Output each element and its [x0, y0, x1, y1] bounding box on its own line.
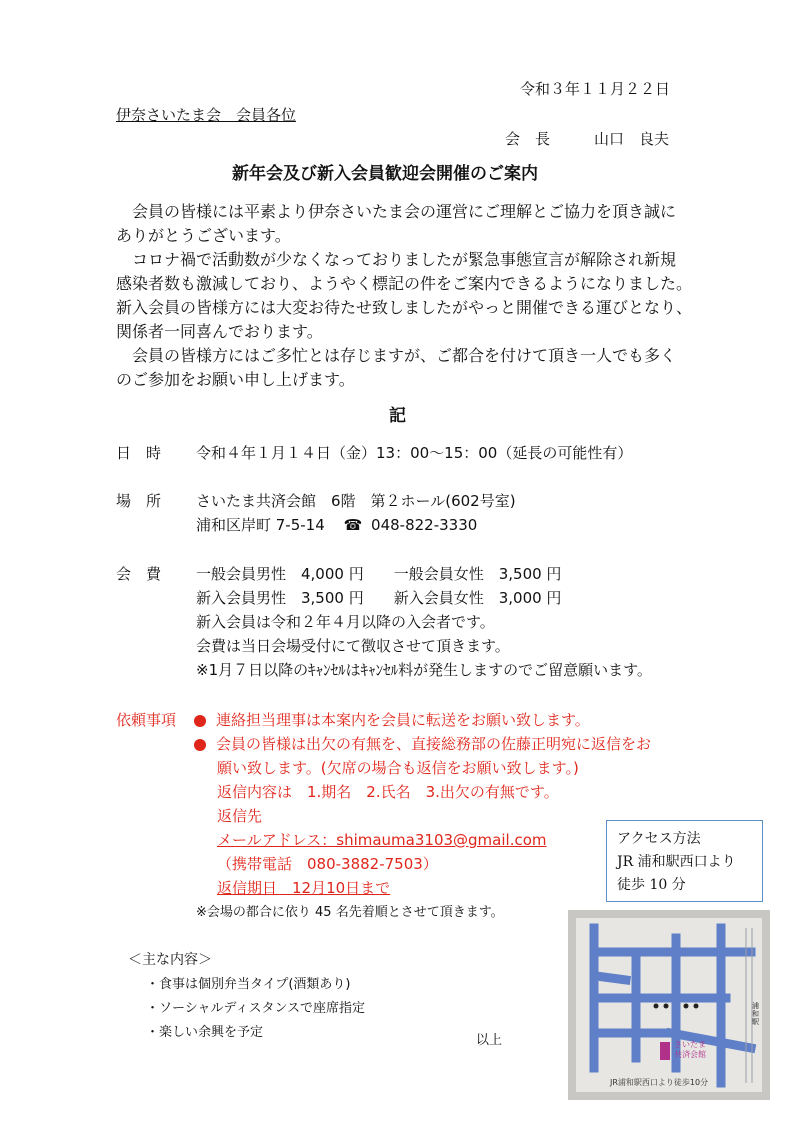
body-line: のご参加をお願い申し上げます。	[116, 370, 355, 389]
access-route: JR 浦和駅西口より	[617, 854, 736, 870]
phone-number: 048-822-3330	[371, 516, 478, 534]
venue-marker	[660, 1042, 670, 1060]
datetime-value: 令和４年１月１４日（金）13：00～15：00（延長の可能性有）	[196, 444, 633, 462]
phone-icon: ☎	[343, 516, 363, 534]
contents-item: ・楽しい余興を予定	[146, 1025, 264, 1040]
mobile-phone: （携帯電話 080-3882-7503）	[217, 855, 438, 873]
body-line: 会員の皆様には平素より伊奈さいたま会の運営にご理解とご協力を頂き誠に	[116, 202, 677, 221]
closing-text: 以上	[476, 1033, 503, 1048]
map-venue-label: さいたま	[674, 1040, 706, 1049]
map-paper	[576, 918, 762, 1092]
place-address	[196, 514, 477, 536]
document-title: 新年会及び新入会員歓迎会開催のご案内	[232, 164, 538, 184]
contents-item: ・ソーシャルディスタンスで座席指定	[146, 1001, 366, 1016]
body-line: コロナ禍で活動数が少なくなっておりましたが緊急事態宣言が解除され新規	[116, 250, 677, 269]
contents-item: ・食事は個別弁当タイプ(酒類あり)	[146, 977, 351, 992]
request-item-2	[194, 733, 651, 755]
fee-label: 会 費	[116, 565, 162, 583]
fee-line: 会費は当日会場受付にて徴収させて頂きます。	[196, 637, 510, 655]
request-item-text: 連絡担当理事は本案内を会員に転送をお願い致します。	[216, 711, 590, 729]
bullet-icon	[194, 739, 206, 751]
contents-heading: ＜主な内容＞	[128, 952, 212, 968]
body-line: 会員の皆様方にはご多忙とは存じますが、ご都合を付けて頂き一人でも多く	[116, 346, 677, 365]
sender-title: 会 長	[505, 130, 551, 148]
access-map	[568, 910, 770, 1100]
access-walk: 徒歩 10 分	[617, 877, 686, 893]
bullet-icon	[194, 715, 206, 727]
place-value: さいたま共済会館 6階 第２ホール(602号室)	[196, 492, 516, 510]
reply-deadline: 返信期日 12月10日まで	[217, 879, 391, 897]
access-title: アクセス方法	[617, 831, 701, 847]
fee-line: 新入会員男性 3,500 円 新入会員女性 3,000 円	[196, 589, 562, 607]
map-station-label: 浦和駅	[752, 1002, 759, 1026]
map-venue-label: 共済会館	[674, 1050, 706, 1059]
request-item-text: 会員の皆様は出欠の有無を、直接総務部の佐藤正明宛に返信をお	[216, 735, 652, 753]
access-box	[606, 820, 763, 902]
ki-heading: 記	[389, 406, 406, 426]
body-line: 新入会員の皆様方には大変お待たせ致しましたがやっと開催できる運びとなり、	[116, 298, 693, 317]
fee-line: 一般会員男性 4,000 円 一般会員女性 3,500 円	[196, 565, 562, 583]
capacity-note: ※会場の都合に依り 45 名先着順とさせて頂きます。	[196, 905, 504, 920]
request-item-2-cont: 願い致します。(欠席の場合も返信をお願い致します。)	[217, 759, 579, 777]
map-roads	[576, 918, 762, 1092]
body-line: 関係者一同喜んでおります。	[116, 322, 323, 341]
body-line: 感染者数も激減しており、ようやく標記の件をご案内できるようになりました。	[116, 274, 693, 293]
fee-line: 新入会員は令和２年４月以降の入会者です。	[196, 613, 495, 631]
request-item-1	[194, 709, 590, 731]
datetime-label: 日 時	[116, 444, 162, 462]
issue-date: 令和３年１１月２２日	[520, 80, 671, 98]
address: 浦和区岸町 7-5-14	[196, 516, 325, 534]
request-label: 依頼事項	[116, 711, 177, 729]
reply-to: 返信先	[217, 807, 263, 825]
body-line: ありがとうございます。	[116, 226, 291, 245]
map-caption: JR浦和駅西口より徒歩10分	[610, 1078, 709, 1087]
recipient: 伊奈さいたま会 会員各位	[116, 106, 297, 124]
reply-contents: 返信内容は 1.期名 2.氏名 3.出欠の有無です。	[217, 783, 559, 801]
sender-name: 山口 良夫	[594, 130, 670, 148]
fee-line: ※1月７日以降のｷｬﾝｾﾙはｷｬﾝｾﾙ料が発生しますのでご留意願います。	[196, 661, 652, 679]
email-link[interactable]: メールアドレス：shimauma3103@gmail.com	[217, 831, 547, 849]
place-label: 場 所	[116, 492, 162, 510]
